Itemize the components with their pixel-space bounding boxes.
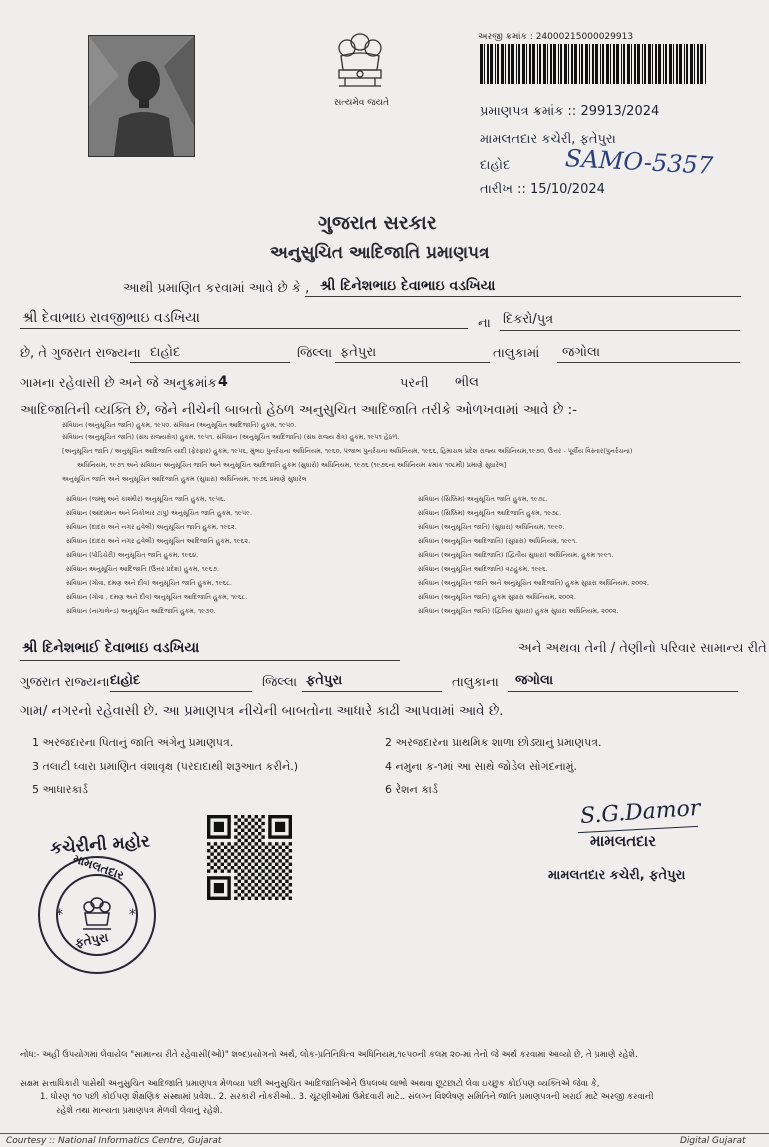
underline (335, 362, 490, 363)
seal-bottom-text: ફતેપુરા (73, 930, 110, 950)
underline (20, 328, 468, 329)
underline (20, 660, 400, 661)
document-item: 2 અરજદારના પ્રાથમિક શાળા છોડ્યાનું પ્રમાણપત્ર. (385, 736, 602, 749)
underline (305, 296, 741, 297)
document-item: 5 આધારકાર્ડ (32, 783, 88, 796)
seal-top-text: કચેરીની મહોર (49, 831, 151, 859)
state-label-2: ગુજરાત રાજ્યના (20, 675, 110, 690)
signatory-office: મામલતદાર કચેરી, ફતેપુરા (548, 868, 686, 883)
orders-line: [અનુસૂચિત જાતિ / અનુસૂચિત આદિજાતિ યાદી (ફેરફાર) હુકમ, ૧૯૫૬, મુંબઇ પુનર્રચના અધિનિયમ, ૧૯૬૦, પંજાબ પુનર્રચના અધિનિયમ, ૧૯૬૬, હિમાચલ પ્રદેશ રાજ્ય અધિનિયમ,૧૯૭૦, ઉત્તર - પૂર્વીય વિસ્તાર(પુનર્રચના) (62, 447, 633, 455)
page-title: ગુજરાત સરકાર (318, 212, 437, 234)
underline (557, 362, 740, 363)
applicant-name-2: શ્રી દિનેશભાઈ દેવાભાઇ વડખિયા (22, 640, 200, 656)
order-item: સંવિધાન (દાદરા અને નગર હવેલી) અનુસૂચિત આદિજાતિ હુકમ, ૧૯૬૨. (66, 537, 251, 545)
application-number: અરજી ક્રમાંક : 24000215000029913 (478, 32, 634, 42)
relation: દિકરો/પુત્ર (503, 312, 554, 327)
village-name: જગોલા (562, 345, 601, 360)
district-name: દાહોદ (150, 345, 181, 360)
orders-right-column (418, 494, 649, 620)
orders-left-column (66, 494, 252, 620)
underline (500, 330, 740, 331)
seal-ring-text: મામલતદાર (71, 851, 126, 883)
order-item: સંવિધાન (દાદરા અને નગર હવેલી) અનુસૂચિત જાતિ હુકમ, ૧૯૬૨. (66, 523, 237, 531)
order-item: સંવિધાન (સિક્કિમ) અનુસૂચિત જાતિ હુકમ, ૧૯૭૮. (418, 495, 548, 503)
national-emblem (325, 30, 395, 105)
page-subtitle: અનુસુચિત આદિજાતિ પ્રમાણપત્ર (270, 243, 490, 263)
tribe-name: ભીલ (455, 375, 479, 390)
qr-code (207, 815, 292, 900)
certificate-date: તારીખ :: 15/10/2024 (480, 182, 605, 197)
district-label: જિલ્લા (297, 346, 333, 361)
document-item: 3 તલાટી ધ્વારા પ્રમાણિત વંશાવૃક્ષ (પરદાદાથી શરૂઆત કરીને.) (32, 760, 299, 773)
certify-label: આથી પ્રમાણિત કરવામાં આવે છે કે , (123, 281, 310, 296)
handwritten-signature: S.G.Damor (579, 795, 702, 830)
serial-number: 4 (218, 374, 228, 390)
district-label-2: જિલ્લા (262, 675, 298, 690)
applicant-photo (88, 35, 195, 157)
order-item: સંવિધાન (અનુસૂચિત જાતિ) (સુધારા) અધિનિયમ, ૧૯૯૦. (418, 523, 565, 531)
resident-text: ગામ/ નગરનો રહેવાસી છે. આ પ્રમાણપત્ર નીચેની બાબતોના આધારે કાઢી આપવામાં આવે છે. (20, 703, 504, 719)
order-item: સંવિધાન (અનુસૂચિત જાતિ અને અનુસૂચિત આદિજાતિ) હુકમ સુધારા અધિનિયમ, ૨૦૦૨. (418, 579, 649, 587)
orders-line: સંવિધાન (અનુસૂચિત જાતિ) (સંઘ રાજ્યક્ષેત્ર) હુકમ, ૧૯૫૧. સંવિધાન (અનુસૂચિત આદિજાતિ) (સંઘ રાજ્ય ક્ષેત્ર) હુકમ, ૧૯૫૧ હેઠળ. (62, 433, 400, 441)
office-header: મામલતદાર કચેરી, ફતેપુરા (480, 132, 616, 147)
order-item: સંવિધાન (અનુસૂચિત આદિજાતિ) વટહુકમ, ૧૯૯૬. (418, 565, 548, 573)
order-item: સંવિધાન (આંદામાન અને નિકોબાર ટાપુ) અનુસૂચિત જાતિ હુકમ, ૧૯૫૯. (66, 509, 253, 517)
serial-label: ગામના રહેવાસી છે અને જે અનુક્રમાંક (20, 376, 217, 391)
order-item: સંવિધાન (સિક્કિમ) અનુસૂચિત આદિજાતિ હુકમ, ૧૯૭૮. (418, 509, 562, 517)
footer-usage-3: રહેશે તથા માન્યતા પ્રમાણપત્ર મેળવી લેવાનું રહેશે. (56, 1106, 223, 1116)
signatory-designation: મામલતદાર (590, 832, 656, 850)
father-name: શ્રી દેવાભાઇ રાવજીભાઇ વડખિયા (22, 310, 200, 326)
order-item: સંવિધાન (અનુસૂચિત જાતિ) હુકમ સુધારા અધિનિયમ, ૨૦૦૨. (418, 593, 576, 601)
barcode (478, 44, 708, 84)
upon-label: પરની (400, 376, 429, 391)
district-header: દાહોદ (480, 158, 511, 173)
certificate-number: પ્રમાણપત્ર ક્રમાંક :: 29913/2024 (480, 104, 660, 119)
footer-usage-2: 1. ધોરણ ૧૦ પછી કોઈપણ શૈક્ષણિક સંસ્થામાં પ્રવેશ.. 2. સરકારી નોકરીઓ.. 3. ચૂંટણીઓમાં ઉમેદવારી માટે.. સંલગ્ન વિશ્લેષણ સમિતિને જાતિ પ્રમાણપત્રની ખરાઈ માટે અરજી કરવાની (40, 1092, 654, 1102)
order-item: સંવિધાન (નાગાલેન્ડ) અનુસૂચિત આદિજાતિ હુકમ, ૧૯૭૦. (66, 607, 216, 615)
recognition-text: આદિજાતિની વ્યક્તિ છે, જેને નીચેની બાબતો હેઠળ અનુસુચિત આદિજાતિ તરીકે ઓળખવામાં આવે છે :- (20, 402, 578, 418)
document-item: 6 રેશન કાર્ડ (385, 783, 438, 796)
underline (110, 691, 252, 692)
village-name-2: જગોલા (515, 673, 554, 688)
svg-text:*: * (56, 907, 63, 923)
underline (508, 691, 738, 692)
emblem-motto: સત્યમેવ જયતે (334, 98, 390, 108)
taluka-name-2: ફતેપુરા (306, 673, 343, 688)
orders-line: સંવિધાન (અનુસૂચિત જાતિ) હુકમ, ૧૯૫૦. સંવિધાન (અનુસૂચિત આદિજાતિ) હુકમ, ૧૯૫૦. (62, 421, 297, 429)
taluka-name: ફતેપુરા (340, 345, 377, 360)
footer-note: નોંધ:- અહીં ઉપયોગમાં લેવાયેલ "સામાન્ય રીતે રહેવાસી(ઓ)" શબ્દપ્રયોગનો અર્થ, લોક-પ્રતિનિધિત્વ અધિનિયમ,૧૯૫૦ની કલમ ૨૦-માં તેનો જે અર્થ કરવામાં આવ્યો છે, તે પ્રમાણે રહેશે. (20, 1050, 638, 1060)
svg-text:*: * (129, 907, 136, 923)
underline (302, 691, 442, 692)
order-item: સંવિધાન (પોંડિચેરી) અનુસૂચિત જાતિ હુકમ, ૧૯૬૪. (66, 551, 199, 559)
footer-divider (0, 1133, 769, 1134)
order-item: સંવિધાન અનુસૂચિત આદિજાતિ (ઉત્તર પ્રદેશ) હુકમ, ૧૯૬૭. (66, 565, 219, 573)
state-label: છે, તે ગુજરાત રાજ્યના (20, 346, 141, 361)
order-item: સંવિધાન (અનુસૂચિત આદિજાતિ) (સુધારા) અધિનિયમ, ૧૯૯૧. (418, 537, 578, 545)
taluka-label-2: તાલુકાના (452, 675, 499, 690)
office-seal (25, 835, 170, 980)
order-item: સંવિધાન (અનુસૂચિત જાતિ) (દ્વિતિય સુધારા) હુકમ સુધારા અધિનિયમ, ૨૦૦૨. (418, 607, 619, 615)
family-text: અને અથવા તેની / તેણીનો પરિવાર સામાન્ય રીતે (518, 641, 767, 656)
footer-usage-1: સક્ષમ સત્તાધિકારી પાસેથી અનુસુચિત આદિજાતિ પ્રમાણપત્ર મેળવ્યા પછી અનુસુચિત આદિજાતિઓને ઉપલબ્ધ લાભો અથવા છૂટછાટો લેવા ઇચ્છુક કોઈપણ વ્યક્તિએ જેવા કે, (20, 1079, 600, 1089)
document-item: 4 નમુના ક-૧માં આ સાથે જોડેલ સોગંદનામું. (385, 760, 577, 773)
handwritten-code: SAMO-5357 (564, 144, 714, 180)
district-name-2: દાહોદ (110, 673, 141, 688)
orders-line: અનુસૂચિત જાતિ અને અનુસૂચિત આદિજાતિ હુકમ (સુધારા) અધિનિયમ, ૧૯૭૬ પ્રમાણે સુધારેલ (62, 475, 307, 483)
order-item: સંવિધાન (અનુસૂચિત આદિજાતિ) (દ્વિતીય સુધારા) અધિનિયમ, હુકમ ૧૯૯૧. (418, 551, 614, 559)
order-item: સંવિધાન (જમ્મુ અને કાશ્મીર) અનુસૂચિત જાતિ હુકમ, ૧૯૫૬. (66, 495, 226, 503)
courtesy-text: Courtesy :: National Informatics Centre, Gujarat (6, 1136, 222, 1146)
orders-line: અધિનિયમ, ૧૯૭૧ અને સંવિધાન અનુસૂચિત જાતિ અને અનુસૂચિત આદિજાતિ હુકમ (સુધારો) અધિનિયમ, ૧૯૭૬ (૧૯૭૬ના અધિનિયમ ક્રમાંક ૧૦૮મી) પ્રમાણે સુધારેલ] (77, 461, 507, 469)
order-item: સંવિધાન (ગોવા, દમણ અને દીવ) અનુસૂચિત જાતિ હુકમ, ૧૯૬૮. (66, 579, 232, 587)
document-item: 1 અરજદારના પિતાનું જાતિ અંગેનુ પ્રમાણપત્ર. (32, 736, 234, 749)
of-label: ના (478, 316, 491, 331)
underline (130, 362, 290, 363)
applicant-name: શ્રી દિનેશભાઇ દેવાભાઇ વડખિયા (320, 278, 496, 294)
taluka-label: તાલુકામાં (493, 346, 540, 361)
order-item: સંવિધાન (ગોવા , દમણ અને દીવ) અનુસૂચિત આદિજાતિ હુકમ, ૧૯૬૮. (66, 593, 248, 601)
digital-gujarat-text: Digital Gujarat (680, 1136, 746, 1146)
